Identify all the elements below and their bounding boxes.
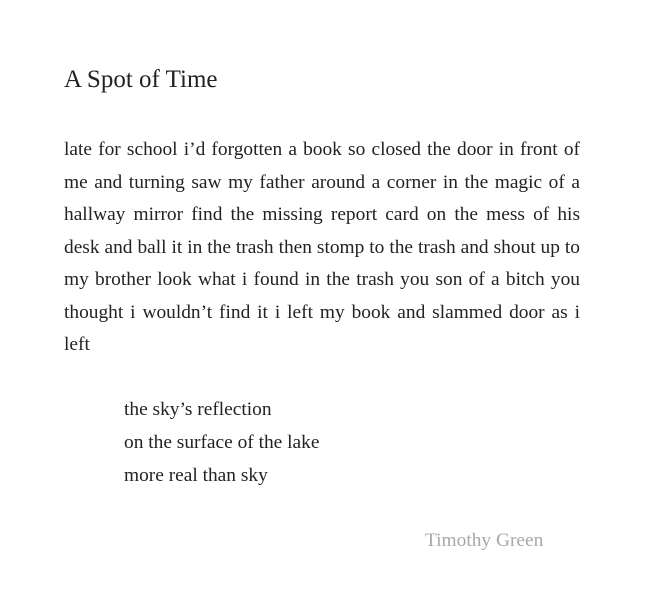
haiku-line: on the surface of the lake (124, 432, 320, 453)
haiku-line: more real than sky (124, 465, 268, 486)
author-name: Timothy Green (425, 530, 544, 551)
poem-prose: late for school i’d forgotten a book so closed the door in front of me and turning saw my father around a corner in the magic of a hallway mirror find the missing report card on the mess of his desk and ball it in the trash then stomp to the trash and shout up to my brother look what i found in the trash you son of a bitch you thought i wouldn’t find it i left my book and slammed door as i left (64, 139, 580, 355)
poem-title: A Spot of Time (64, 66, 218, 93)
haiku-line: the sky’s reflection (124, 399, 272, 420)
haiku-stanza (124, 393, 319, 492)
